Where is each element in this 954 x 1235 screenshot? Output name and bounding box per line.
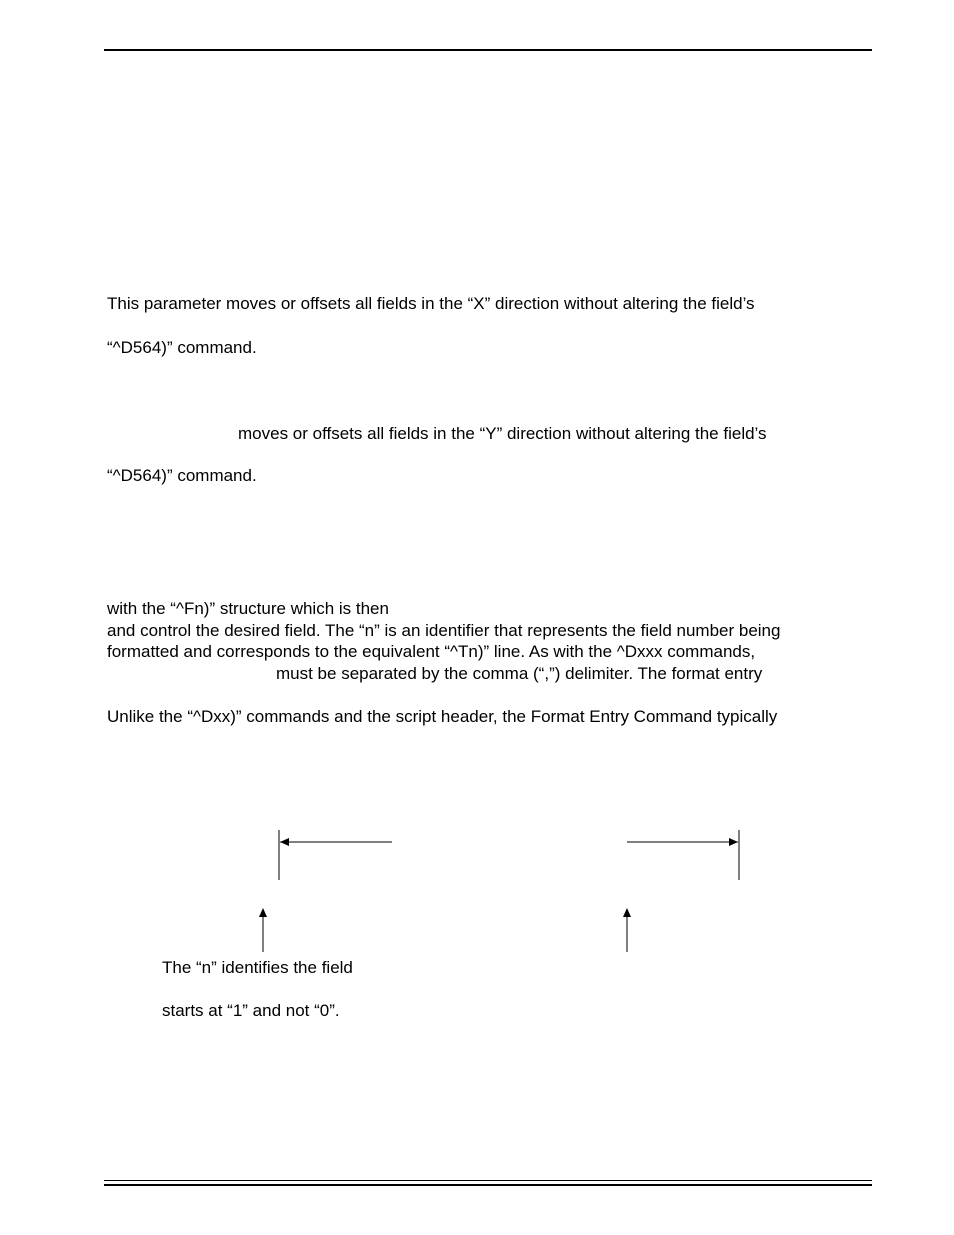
x-offset-paragraph-line-2: “^D564)” command. [107,338,257,357]
right-pointer-arrowhead [623,908,631,917]
y-offset-paragraph-line-1: moves or offsets all fields in the “Y” direction without altering the field’s [238,424,767,443]
format-paragraph-line-4: must be separated by the comma (“,”) delimiter. The format entry [276,664,763,683]
format-paragraph-line-3: formatted and corresponds to the equivalent “^Tn)” line. As with the ^Dxxx commands, [107,642,756,661]
format-paragraph-line-1: with the “^Fn)” structure which is then [107,599,389,618]
y-offset-paragraph-line-2: “^D564)” command. [107,466,257,485]
footer-rule-thick [104,1184,872,1186]
left-arrowhead [280,838,289,846]
diagram-caption-line-2: starts at “1” and not “0”. [162,1001,340,1020]
footer-rule-thin [104,1180,872,1181]
right-arrowhead [729,838,738,846]
header-rule [104,49,872,51]
field-number-pointer-arrowhead [259,908,267,917]
diagram-caption-line-1: The “n” identifies the field [162,958,353,977]
format-paragraph-line-2: and control the desired field. The “n” is an identifier that represents the field number being [107,621,781,640]
x-offset-paragraph-line-1: This parameter moves or offsets all fields in the “X” direction without altering the field’s [107,294,755,313]
format-paragraph-line-5: Unlike the “^Dxx)” commands and the script header, the Format Entry Command typically [107,707,778,726]
